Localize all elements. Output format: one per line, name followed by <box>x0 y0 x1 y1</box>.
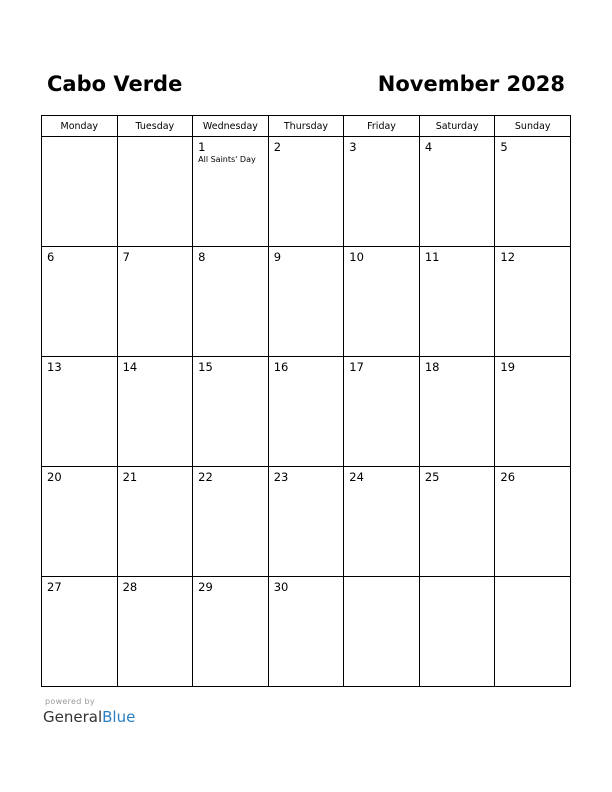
holiday-label <box>344 264 419 265</box>
holiday-label <box>344 484 419 485</box>
holiday-label <box>42 594 117 595</box>
day-cell <box>117 577 193 687</box>
day-number: 17 <box>349 360 364 374</box>
weekday-header-sunday: Sunday <box>495 116 571 137</box>
holiday-label <box>118 140 193 141</box>
day-number: 7 <box>122 250 130 264</box>
day-number: 18 <box>424 360 440 374</box>
day-number: 14 <box>122 360 138 374</box>
country-title: Cabo Verde <box>47 72 183 96</box>
holiday-label <box>420 374 495 375</box>
weekday-header-monday: Monday <box>42 116 118 137</box>
day-number: 16 <box>273 360 289 374</box>
day-cell <box>193 247 269 357</box>
holiday-label <box>118 264 193 265</box>
holiday-label <box>193 594 268 595</box>
day-cell <box>344 137 420 247</box>
day-cell <box>419 577 495 687</box>
day-cell <box>42 467 118 577</box>
day-number: 28 <box>122 580 138 594</box>
holiday-label <box>118 594 193 595</box>
holiday-label <box>118 484 193 485</box>
holiday-label <box>269 594 344 595</box>
holiday-label <box>269 264 344 265</box>
month-year-title: November 2028 <box>377 72 565 96</box>
holiday-label <box>420 484 495 485</box>
day-number: 25 <box>424 470 440 484</box>
day-number: 11 <box>424 250 440 264</box>
day-cell <box>268 247 344 357</box>
day-number: 15 <box>198 360 213 374</box>
weekday-header-wednesday: Wednesday <box>193 116 269 137</box>
day-number: 19 <box>500 360 516 374</box>
day-number: 30 <box>273 580 289 594</box>
day-cell <box>193 137 269 247</box>
holiday-label <box>269 154 344 155</box>
day-cell <box>495 137 571 247</box>
day-cell <box>344 467 420 577</box>
holiday-label <box>420 154 495 155</box>
week-row <box>42 247 571 357</box>
day-number: 21 <box>122 470 138 484</box>
day-number: 3 <box>349 140 357 154</box>
day-cell <box>495 467 571 577</box>
week-row <box>42 137 571 247</box>
weekday-header-friday: Friday <box>344 116 420 137</box>
day-cell <box>419 137 495 247</box>
day-cell <box>344 577 420 687</box>
holiday-label <box>193 264 268 265</box>
day-cell <box>193 357 269 467</box>
holiday-label <box>344 580 419 581</box>
day-cell <box>268 467 344 577</box>
holiday-label <box>420 580 495 581</box>
day-number: 9 <box>273 250 282 264</box>
day-cell <box>117 247 193 357</box>
day-number: 6 <box>47 250 55 264</box>
holiday-label <box>420 264 495 265</box>
day-number: 10 <box>349 250 364 264</box>
generalblue-brand[interactable] <box>43 697 135 727</box>
day-number: 8 <box>198 250 206 264</box>
calendar-grid <box>41 115 571 687</box>
holiday-label <box>193 484 268 485</box>
day-cell <box>117 137 193 247</box>
holiday-label <box>495 484 570 485</box>
day-cell <box>193 577 269 687</box>
day-cell <box>193 467 269 577</box>
holiday-label <box>42 484 117 485</box>
week-row <box>42 357 571 467</box>
day-number: 23 <box>273 470 289 484</box>
holiday-label <box>118 374 193 375</box>
weekday-header-thursday: Thursday <box>268 116 344 137</box>
day-cell <box>344 357 420 467</box>
day-cell <box>42 247 118 357</box>
day-cell <box>495 577 571 687</box>
day-cell <box>42 577 118 687</box>
day-number: 1 <box>198 140 206 154</box>
generalblue-logo <box>43 707 135 727</box>
week-row <box>42 577 571 687</box>
day-number: 13 <box>47 360 62 374</box>
weekday-header-tuesday: Tuesday <box>117 116 193 137</box>
powered-by-label: powered by <box>45 697 95 706</box>
day-cell <box>495 247 571 357</box>
brand-name-part1: General <box>43 708 103 726</box>
holiday-label <box>193 374 268 375</box>
holiday-label <box>495 374 570 375</box>
brand-name-part2: Blue <box>102 708 136 726</box>
day-number: 24 <box>349 470 364 484</box>
holiday-label <box>42 264 117 265</box>
holiday-label <box>344 374 419 375</box>
holiday-label <box>269 374 344 375</box>
day-cell <box>344 247 420 357</box>
holiday-label <box>495 154 570 155</box>
day-number: 20 <box>47 470 62 484</box>
day-cell <box>42 137 118 247</box>
day-number: 22 <box>198 470 213 484</box>
day-number: 12 <box>500 250 516 264</box>
day-cell <box>268 577 344 687</box>
day-cell <box>42 357 118 467</box>
holiday-label <box>495 580 570 581</box>
weekday-header-row <box>42 116 571 137</box>
day-number: 27 <box>47 580 62 594</box>
day-cell <box>419 467 495 577</box>
holiday-label <box>42 140 117 141</box>
day-number: 26 <box>500 470 516 484</box>
holiday-label <box>42 374 117 375</box>
day-number: 29 <box>198 580 213 594</box>
day-number: 5 <box>500 140 508 154</box>
day-cell <box>495 357 571 467</box>
day-cell <box>419 247 495 357</box>
holiday-label <box>344 154 419 155</box>
holiday-label <box>495 264 570 265</box>
day-cell <box>117 467 193 577</box>
day-cell <box>268 357 344 467</box>
week-row <box>42 467 571 577</box>
day-cell <box>419 357 495 467</box>
day-cell <box>268 137 344 247</box>
day-cell <box>117 357 193 467</box>
weekday-header-saturday: Saturday <box>419 116 495 137</box>
day-number: 4 <box>424 140 433 154</box>
holiday-label <box>269 484 344 485</box>
day-number: 2 <box>273 140 282 154</box>
holiday-label: All Saints' Day <box>198 155 256 164</box>
